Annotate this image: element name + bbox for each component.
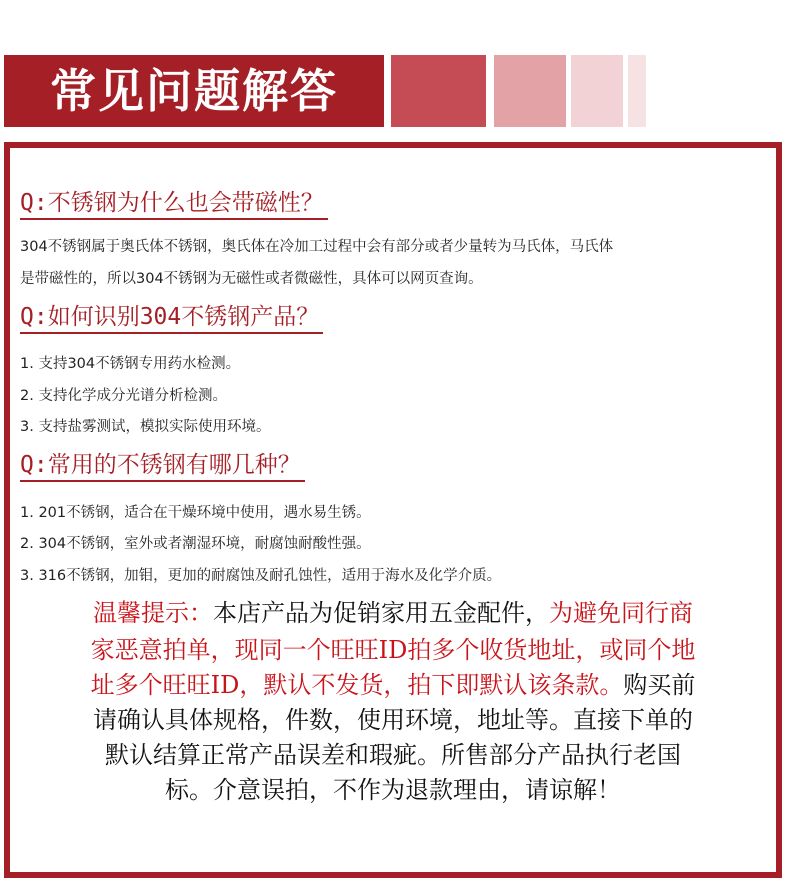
faq-answer-2-line-3: 3. 支持盐雾测试，模拟实际使用环境。 xyxy=(20,419,271,435)
notice-line-4: 请确认具体规格，件数，使用环境，地址等。直接下单的 xyxy=(93,706,693,734)
faq-question-1: Q:不锈钢为什么也会带磁性？ xyxy=(20,188,328,220)
decor-block-2 xyxy=(494,55,566,127)
notice-line-3: 址多个旺旺ID，默认不发货，拍下即默认该条款。购买前 xyxy=(90,671,696,699)
page-title: 常见问题解答 xyxy=(4,55,384,127)
notice-line-2: 家恶意拍单，现同一个旺旺ID拍多个收货地址，或同个地 xyxy=(90,636,696,664)
faq-content xyxy=(10,148,776,872)
faq-answer-3-line-2: 2. 304不锈钢，室外或者潮湿环境，耐腐蚀耐酸性强。 xyxy=(20,536,371,552)
notice-line-1: 温馨提示：本店产品为促销家用五金配件，为避免同行商 xyxy=(93,599,693,627)
faq-answer-3-line-3: 3. 316不锈钢，加钼，更加的耐腐蚀及耐孔蚀性，适用于海水及化学介质。 xyxy=(20,568,502,584)
faq-answer-1-line-2: 是带磁性的，所以304不锈钢为无磁性或者微磁性，具体可以网页查询。 xyxy=(20,271,483,287)
faq-frame xyxy=(4,142,782,878)
faq-answer-2-line-2: 2. 支持化学成分光谱分析检测。 xyxy=(20,388,227,404)
faq-answer-3-line-1: 1. 201不锈钢，适合在干燥环境中使用，遇水易生锈。 xyxy=(20,505,371,521)
notice-label: 温馨提示： xyxy=(93,599,213,627)
decor-block-4 xyxy=(628,55,646,127)
decor-block-1 xyxy=(391,55,486,127)
notice-line-5: 默认结算正常产品误差和瑕疵。所售部分产品执行老国 xyxy=(105,741,681,769)
notice-line-6: 标。介意误拍，不作为退款理由，请谅解！ xyxy=(165,776,621,804)
faq-answer-1-line-1: 304不锈钢属于奥氏体不锈钢，奥氏体在冷加工过程中会有部分或者少量转为马氏体，马氏体 xyxy=(20,239,614,255)
decor-block-3 xyxy=(571,55,623,127)
faq-answer-2-line-1: 1. 支持304不锈钢专用药水检测。 xyxy=(20,356,241,372)
faq-question-2: Q:如何识别304不锈钢产品？ xyxy=(20,302,323,334)
faq-question-3: Q:常用的不锈钢有哪几种？ xyxy=(20,450,305,482)
